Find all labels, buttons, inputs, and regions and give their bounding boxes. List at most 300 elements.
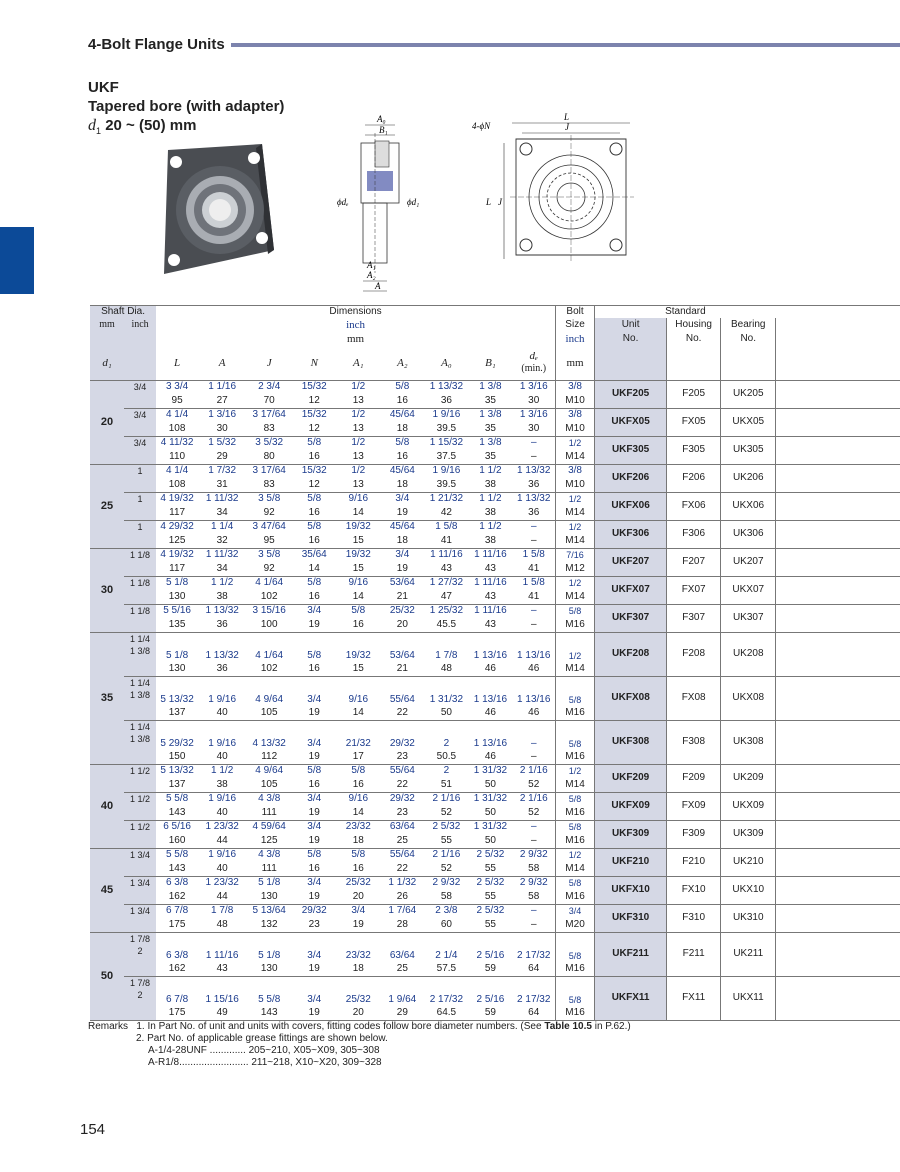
hdr-dim-mm: mm (346, 333, 365, 345)
shaft-dia-inch (124, 720, 156, 750)
bearing-no: UKX09 (721, 792, 776, 820)
shaft-dia-inch (124, 520, 156, 534)
dim-mm-cell: 105 (260, 706, 278, 718)
dim-mm-cell: 64.5 (436, 1006, 457, 1018)
housing-no: FX10 (667, 876, 721, 904)
section-title: 4-Bolt Flange Units (88, 36, 225, 53)
housing-no: F306 (667, 520, 721, 548)
dim-mm-cell: 19 (352, 918, 364, 930)
dim-mm-cell: 15 (352, 534, 364, 546)
remark-1 (88, 1021, 631, 1033)
dim-mm-cell: 59 (484, 962, 496, 974)
dim-mm-cell: 50 (440, 706, 452, 718)
dim-inch-cell: – (512, 904, 555, 918)
dim-mm-cell: 15 (352, 562, 364, 574)
dim-mm-cell: 29 (216, 450, 228, 462)
dim-inch-cell: 5/8 (336, 764, 380, 778)
chapter-tab (0, 227, 34, 294)
bolt-size-mm: M14 (556, 534, 595, 548)
dim-mm-cell: 19 (308, 618, 320, 630)
dim-inch-cell: 15/32 (292, 380, 336, 394)
dim-inch-cell: 23/32 (336, 932, 380, 962)
bolt-size-inch: 5/8 (556, 676, 595, 706)
dim-inch-cell: 1 9/16 (198, 676, 246, 706)
dim-inch-cell: 1 15/32 (424, 436, 468, 450)
dim-inch-cell: 55/64 (380, 676, 424, 706)
dim-mm-cell: 46 (528, 706, 540, 718)
dim-mm-cell: 14 (352, 506, 364, 518)
bore-symbol-sub: 1 (96, 126, 102, 136)
remark-2: 2. Part No. of applicable grease fittings are shown below. (136, 1033, 388, 1044)
unit-no: UKFX05 (595, 408, 667, 436)
bolt-size-inch: 3/8 (556, 380, 595, 394)
shaft-dia-inch-1: 1 1/2 (130, 765, 151, 776)
bearing-no: UK309 (721, 820, 776, 848)
dim-mm-cell: 16 (352, 862, 364, 874)
dim-inch-cell: 1 13/32 (512, 464, 555, 478)
table-row-inch (90, 548, 900, 562)
dim-mm-cell: 36 (216, 618, 228, 630)
unit-no: UKFX07 (595, 576, 667, 604)
bearing-no: UKX10 (721, 876, 776, 904)
dim-inch-cell: 1 13/16 (512, 676, 555, 706)
dim-mm-cell: 21 (396, 662, 408, 674)
dim-inch-cell: 29/32 (380, 792, 424, 806)
bolt-size-inch: 7/16 (556, 548, 595, 562)
hdr-bearing-no-1: Bearing (731, 319, 766, 330)
dim-inch-cell: 5 5/8 (156, 848, 198, 862)
unit-no: UKF309 (595, 820, 667, 848)
unit-no: UKFX08 (595, 676, 667, 720)
bolt-size-mm: M14 (556, 862, 595, 876)
remark-1-pre: 1. In Part No. of unit and units with covers, fitting codes follow bore diameter numbers. (See (136, 1021, 545, 1032)
dim-inch-cell: 1 3/16 (198, 408, 246, 422)
dim-mm-cell: 58 (440, 890, 452, 902)
dim-inch-cell: – (512, 820, 555, 834)
dim-mm-cell: 32 (216, 534, 228, 546)
dim-mm-cell: 20 (396, 618, 408, 630)
dim-inch-cell: 1 9/16 (424, 464, 468, 478)
bolt-size-mm: M12 (556, 562, 595, 576)
bore-symbol: d (88, 117, 96, 134)
table-row-inch (90, 520, 900, 534)
dim-inch-cell: 1 25/32 (424, 604, 468, 618)
unit-no: UKF208 (595, 632, 667, 676)
dim-mm-cell: 49 (216, 1006, 228, 1018)
shaft-dia-inch-1: 3/4 (133, 409, 147, 420)
bearing-no: UK308 (721, 720, 776, 764)
unit-no: UKFX09 (595, 792, 667, 820)
dim-mm-cell: 12 (308, 478, 320, 490)
side-section-drawing (335, 113, 435, 298)
dim-mm-cell: 16 (396, 450, 408, 462)
dim-inch-cell: 1 1/2 (198, 764, 246, 778)
dim-mm-cell: 55 (484, 890, 496, 902)
hdr-unit-no-2: No. (622, 333, 639, 344)
dim-mm-cell: 43 (440, 562, 452, 574)
table-row-inch (90, 632, 900, 662)
bolt-size-inch: 3/4 (556, 904, 595, 918)
dim-mm-cell: – (530, 750, 537, 762)
table-row-inch (90, 492, 900, 506)
shaft-dia-inch-1: 1 7/8 (130, 977, 151, 988)
housing-no: F309 (667, 820, 721, 848)
dim-inch-cell: 4 3/8 (246, 848, 292, 862)
hdr-A: A (218, 356, 226, 369)
dim-mm-cell: 111 (261, 806, 277, 818)
shaft-dia-inch (124, 576, 156, 590)
dim-inch-cell: 5/8 (292, 848, 336, 862)
hdr-A2: A₂ (397, 356, 408, 369)
shaft-dia-inch-1: 1 3/4 (130, 905, 151, 916)
housing-no: FX06 (667, 492, 721, 520)
dim-inch-cell: 1 5/8 (512, 548, 555, 562)
dim-inch-cell: 1 11/16 (424, 548, 468, 562)
dim-mm-cell: 70 (263, 394, 275, 406)
dim-mm-cell: 36 (528, 506, 540, 518)
dim-inch-cell: 5/8 (380, 380, 424, 394)
label-d1: ϕd₁ (407, 197, 420, 207)
dim-mm-cell: 38 (216, 778, 228, 790)
unit-no: UKF305 (595, 436, 667, 464)
dim-inch-cell: 1 13/32 (424, 380, 468, 394)
hdr-J: J (266, 356, 272, 369)
dim-mm-cell: 135 (168, 618, 186, 630)
dim-inch-cell: 1 13/32 (198, 632, 246, 662)
label-a0: A₀ (377, 114, 386, 124)
shaft-dia-mm: 50 (90, 932, 124, 1020)
unit-no: UKF207 (595, 548, 667, 576)
bearing-no: UK209 (721, 764, 776, 792)
dim-inch-cell: 1 13/16 (468, 720, 512, 750)
dim-mm-cell: 143 (260, 1006, 278, 1018)
dim-inch-cell: 45/64 (380, 520, 424, 534)
dim-mm-cell: 30 (528, 394, 540, 406)
shaft-dia-inch (124, 408, 156, 422)
dim-inch-cell: 1 9/16 (198, 792, 246, 806)
table-row-inch (90, 848, 900, 862)
dim-inch-cell: 5 1/8 (156, 576, 198, 590)
dim-mm-cell: 13 (352, 478, 364, 490)
dim-mm-cell: 13 (352, 422, 364, 434)
label-l-side: L (486, 197, 492, 207)
shaft-dia-inch-1: 1 (137, 521, 143, 532)
hdr-N: N (310, 356, 318, 369)
hdr-de-sym: dₑ (529, 350, 538, 363)
dim-mm-cell: 30 (216, 422, 228, 434)
dim-mm-cell: 23 (396, 750, 408, 762)
dim-mm-cell: 36 (440, 394, 452, 406)
dim-inch-cell: 2 5/32 (468, 848, 512, 862)
dim-mm-cell: 100 (260, 618, 278, 630)
dim-inch-cell: 5 5/8 (156, 792, 198, 806)
dim-mm-cell: 16 (308, 778, 320, 790)
bolt-size-mm: M14 (556, 506, 595, 520)
dim-inch-cell: 6 3/8 (156, 932, 198, 962)
dim-inch-cell: 5/8 (292, 492, 336, 506)
dim-mm-cell: 16 (308, 662, 320, 674)
dim-mm-cell: – (530, 834, 537, 846)
hdr-shaft-inch: inch (124, 318, 156, 332)
dim-inch-cell: 4 19/32 (156, 492, 198, 506)
bolt-size-mm: M16 (556, 890, 595, 904)
hdr-housing-no (667, 318, 721, 346)
shaft-dia-inch (124, 632, 156, 662)
dim-inch-cell: 1 23/32 (198, 876, 246, 890)
dim-mm-cell: – (530, 534, 537, 546)
dim-inch-cell: 3/4 (292, 976, 336, 1006)
dim-inch-cell: 1 31/32 (424, 676, 468, 706)
dim-inch-cell: 1 13/32 (512, 492, 555, 506)
dim-mm-cell: 92 (263, 562, 275, 574)
dim-inch-cell: 1 1/2 (468, 464, 512, 478)
dim-mm-cell: 117 (169, 506, 186, 518)
unit-no: UKF205 (595, 380, 667, 408)
shaft-dia-inch (124, 464, 156, 478)
shaft-dia-inch-1: 1 1/2 (130, 821, 151, 832)
dim-mm-cell: 102 (260, 662, 278, 674)
dim-inch-cell: 5/8 (292, 764, 336, 778)
shaft-dia-inch-1: 1 1/8 (130, 605, 151, 616)
label-l-top: L (564, 113, 570, 122)
dim-mm-cell: 19 (308, 834, 320, 846)
dim-mm-cell: 16 (308, 590, 320, 602)
bolt-size-inch: 5/8 (556, 876, 595, 890)
bolt-size-mm: M20 (556, 918, 595, 932)
dim-inch-cell: 3 15/16 (246, 604, 292, 618)
bore-range (88, 117, 196, 136)
dim-inch-cell: 5 1/8 (156, 632, 198, 662)
shaft-dia-inch-1: 1 1/4 (130, 677, 151, 688)
bolt-size-inch: 5/8 (556, 820, 595, 834)
dim-mm-cell: 41 (528, 590, 540, 602)
dim-mm-cell: 143 (168, 862, 186, 874)
bolt-size-mm: M10 (556, 478, 595, 492)
dim-inch-cell: 5/8 (292, 576, 336, 590)
dim-mm-cell: 57.5 (436, 962, 457, 974)
table-row-inch (90, 604, 900, 618)
label-a2: A₂ (367, 270, 376, 280)
dim-mm-cell: 143 (168, 806, 186, 818)
dim-mm-cell: 132 (260, 918, 278, 930)
dim-inch-cell: 55/64 (380, 848, 424, 862)
dim-mm-cell: 38 (484, 506, 496, 518)
remarks (88, 1021, 631, 1069)
shaft-dia-inch (124, 820, 156, 834)
dim-inch-cell: 6 3/8 (156, 876, 198, 890)
dim-mm-cell: 95 (263, 534, 275, 546)
shaft-dia-inch (124, 604, 156, 618)
bore-range-value: 20 ~ (50) mm (105, 117, 197, 134)
dim-inch-cell: 1 3/16 (512, 408, 555, 422)
dim-mm-cell: 18 (396, 478, 408, 490)
bearing-no: UKX05 (721, 408, 776, 436)
dim-mm-cell: 50.5 (436, 750, 457, 762)
bolt-size-mm: M10 (556, 422, 595, 436)
dim-mm-cell: 95 (171, 394, 183, 406)
dim-mm-cell: 25 (396, 834, 408, 846)
bolt-size-mm: M16 (556, 618, 595, 632)
dim-mm-cell: 27 (216, 394, 228, 406)
bearing-no: UK210 (721, 848, 776, 876)
remark-3: A-1/4-28UNF ............. 205~210, X05~X09, 305~308 (148, 1045, 380, 1056)
shaft-dia-inch (124, 492, 156, 506)
bolt-size-mm: M16 (556, 962, 595, 976)
dim-inch-cell: 1 11/16 (468, 576, 512, 590)
bolt-size-inch: 5/8 (556, 604, 595, 618)
dim-inch-cell: 5 5/16 (156, 604, 198, 618)
dim-mm-cell: 18 (396, 534, 408, 546)
table-row-inch (90, 676, 900, 706)
dim-mm-cell: 42 (440, 506, 452, 518)
dim-mm-cell: 12 (308, 422, 320, 434)
dim-inch-cell: 4 1/64 (246, 632, 292, 662)
table-row-inch (90, 932, 900, 962)
dim-mm-cell: 43 (484, 618, 496, 630)
label-n: 4-ϕN (472, 121, 491, 131)
dim-inch-cell: 1 1/2 (468, 492, 512, 506)
dim-inch-cell: 3/4 (292, 792, 336, 806)
dim-mm-cell: 92 (263, 506, 275, 518)
product-code: UKF (88, 79, 119, 96)
dim-mm-cell: 19 (308, 890, 320, 902)
dim-inch-cell: 9/16 (336, 676, 380, 706)
dim-mm-cell: 137 (168, 778, 186, 790)
dim-mm-cell: 58 (528, 890, 540, 902)
dim-mm-cell: 22 (396, 778, 408, 790)
dim-inch-cell: 1 23/32 (198, 820, 246, 834)
dim-mm-cell: 13 (352, 394, 364, 406)
dim-inch-cell: 23/32 (336, 820, 380, 834)
unit-no: UKFX10 (595, 876, 667, 904)
dim-inch-cell: 3/4 (292, 876, 336, 890)
dim-mm-cell: 22 (396, 706, 408, 718)
hdr-de-min: (min.) (521, 363, 547, 375)
dim-mm-cell: 46 (484, 706, 496, 718)
bearing-no: UK206 (721, 464, 776, 492)
shaft-dia-inch (124, 436, 156, 450)
housing-no: F308 (667, 720, 721, 764)
dim-inch-cell: 4 13/32 (246, 720, 292, 750)
table-header (90, 306, 900, 381)
hdr-shaft-mm: mm (90, 318, 124, 332)
bolt-size-mm: M16 (556, 750, 595, 764)
bearing-no: UK305 (721, 436, 776, 464)
dim-inch-cell: 45/64 (380, 408, 424, 422)
dim-mm-cell: 19 (396, 562, 408, 574)
dim-mm-cell: 19 (308, 706, 320, 718)
bearing-no: UK211 (721, 932, 776, 976)
dimensions-table (90, 305, 900, 1021)
dim-inch-cell: 2 (424, 720, 468, 750)
dim-mm-cell: 26 (396, 890, 408, 902)
dim-inch-cell: 1 11/32 (198, 548, 246, 562)
dim-mm-cell: 14 (352, 806, 364, 818)
table-row-inch (90, 764, 900, 778)
shaft-dia-mm: 40 (90, 764, 124, 848)
unit-no: UKF306 (595, 520, 667, 548)
dim-mm-cell: 125 (260, 834, 278, 846)
dim-mm-cell: 16 (396, 394, 408, 406)
product-photo (150, 140, 280, 280)
dim-inch-cell: 3/4 (292, 604, 336, 618)
dim-mm-cell: 16 (308, 506, 320, 518)
housing-no: F211 (667, 932, 721, 976)
dim-inch-cell: 5 5/8 (246, 976, 292, 1006)
dim-inch-cell: 5 13/32 (156, 764, 198, 778)
dim-inch-cell: 4 9/64 (246, 764, 292, 778)
dim-inch-cell: 25/32 (336, 876, 380, 890)
dim-inch-cell: 2 5/16 (468, 976, 512, 1006)
dim-inch-cell: 1 3/8 (468, 436, 512, 450)
shaft-dia-inch-2: 2 (137, 945, 143, 956)
hdr-unit-no (595, 318, 667, 346)
label-j-side: J (498, 197, 502, 207)
dim-inch-cell: 9/16 (336, 792, 380, 806)
dim-inch-cell: 1 1/2 (198, 576, 246, 590)
table-row-inch (90, 792, 900, 806)
shaft-dia-mm: 20 (90, 380, 124, 464)
dim-inch-cell: 2 1/16 (512, 764, 555, 778)
dim-inch-cell: 2 3/4 (246, 380, 292, 394)
shaft-dia-inch (124, 764, 156, 778)
dim-mm-cell: 46 (484, 662, 496, 674)
dim-inch-cell: 4 11/32 (156, 436, 198, 450)
dim-inch-cell: 29/32 (380, 720, 424, 750)
dim-mm-cell: 17 (352, 750, 364, 762)
dim-mm-cell: 13 (352, 450, 364, 462)
dim-inch-cell: 5 13/32 (156, 676, 198, 706)
shaft-dia-inch-1: 3/4 (133, 437, 147, 448)
dim-inch-cell: 1 1/4 (198, 520, 246, 534)
shaft-dia-inch (124, 676, 156, 706)
dim-mm-cell: 44 (216, 890, 228, 902)
bearing-no: UK208 (721, 632, 776, 676)
dim-inch-cell: 2 9/32 (512, 876, 555, 890)
dim-inch-cell: 3/4 (336, 904, 380, 918)
dim-mm-cell: 47 (440, 590, 452, 602)
dim-inch-cell: 4 19/32 (156, 548, 198, 562)
housing-no: FX11 (667, 976, 721, 1020)
hdr-shaft-dia: Shaft Dia. (90, 306, 156, 319)
dim-mm-cell: – (530, 618, 537, 630)
dim-mm-cell: 48 (216, 918, 228, 930)
dim-mm-cell: 16 (308, 862, 320, 874)
dim-inch-cell: 9/16 (336, 576, 380, 590)
dim-inch-cell: 2 1/16 (424, 792, 468, 806)
dim-inch-cell: 3 47/64 (246, 520, 292, 534)
dim-mm-cell: 35 (484, 450, 496, 462)
hdr-unit-no-1: Unit (621, 319, 640, 330)
dim-mm-cell: 43 (216, 962, 228, 974)
dim-mm-cell: 40 (216, 750, 228, 762)
dim-mm-cell: 130 (168, 590, 186, 602)
dim-mm-cell: 38 (484, 478, 496, 490)
shaft-dia-inch-1: 3/4 (133, 381, 147, 392)
dim-inch-cell: 2 1/16 (512, 792, 555, 806)
label-b1: B₁ (379, 125, 388, 135)
dim-inch-cell: 1 3/8 (468, 408, 512, 422)
remarks-label: Remarks (88, 1021, 129, 1032)
dim-mm-cell: 16 (308, 534, 320, 546)
dim-mm-cell: – (530, 450, 537, 462)
hdr-standard: Standard (595, 306, 776, 319)
dim-inch-cell: 1 31/32 (468, 820, 512, 834)
table-row-inch (90, 436, 900, 450)
dim-inch-cell: 63/64 (380, 932, 424, 962)
shaft-dia-inch-1: 1 1/8 (130, 549, 151, 560)
table-row-inch (90, 408, 900, 422)
